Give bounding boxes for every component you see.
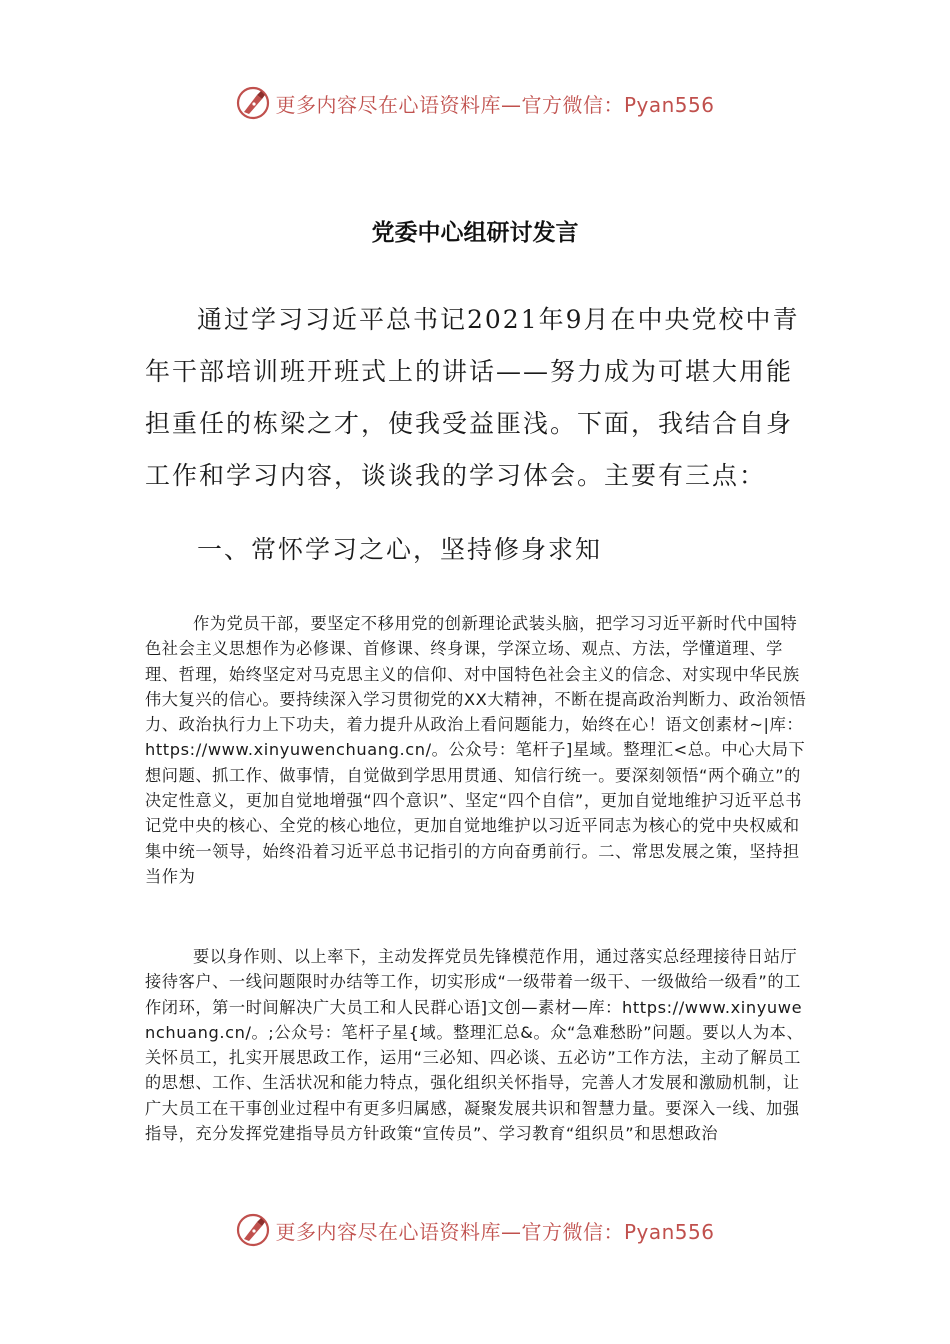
body-paragraph-2: 要以身作则、以上率下，主动发挥党员先锋模范作用，通过落实总经理接待日站厅接待客户、一线问题限时办结等工作，切实形成“一级带着一级干、一级做给一级看”的工作闭环，第一时间解决广大员工和人民群心语]文创—素材—库：https://www.xinyuwenchuang.cn/。;公众号：笔杆子星{域。整理汇总&。众“急难愁盼”问题。要以人为本、关怀员工，扎实开展思政工作，运用“三必知、四必谈、五必访”工作方法，主动了解员工的思想、工作、生活状况和能力特点，强化组织关怀指导，完善人才发展和激励机制，让广大员工在干事创业过程中有更多归属感，凝聚发展共识和智慧力量。要深入一线、加强指导，充分发挥党建指导员方针政策“宣传员”、学习教育“组织员”和思想政治 [145, 947, 804, 1144]
body-paragraph-1: 作为党员干部，要坚定不移用党的创新理论武装头脑，把学习习近平新时代中国特色社会主义思想作为必修课、首修课、终身课，学深立场、观点、方法，学懂道理、学理、哲理，始终坚定对马克思主义的信仰、对中国特色社会主义的信念、对实现中华民族伟大复兴的信心。要持续深入学习贯彻党的XX大精神，不断在提高政治判断力、政治领悟力、政治执行力上下功夫，着力提升从政治上看问题能力，始终在心！语文创素材~|库：https://www.xinyuwenchuang.cn/。公众号：笔杆子]星域。整理汇<总。中心大局下想问题、抓工作、做事情，自觉做到学思用贯通、知信行统一。要深刻领悟“两个确立”的决定性意义，更加自觉地增强“四个意识”、坚定“四个自信”，更加自觉地维护习近平总书记党中央的核心、全党的核心地位，更加自觉地维护以习近平同志为核心的党中央权威和集中统一领导，始终沿着习近平总书记指引的方向奋勇前行。二、常思发展之策，坚持担当作为 [145, 614, 807, 886]
pen-nib-logo-icon [235, 1212, 271, 1248]
header-banner-text: 更多内容尽在心语资料库—官方微信：Pyan556 [275, 92, 715, 117]
header-banner [0, 83, 950, 123]
pen-nib-logo-icon [235, 85, 271, 121]
section-heading-1: 一、常怀学习之心，坚持修身求知 [197, 535, 603, 564]
footer-banner [0, 1210, 950, 1250]
footer-banner-text: 更多内容尽在心语资料库—官方微信：Pyan556 [275, 1219, 715, 1244]
intro-paragraph: 通过学习习近平总书记2021年9月在中央党校中青年干部培训班开班式上的讲话——努力成为可堪大用能担重任的栋梁之才，使我受益匪浅。下面，我结合自身工作和学习内容，谈谈我的学习体会。主要有三点： [145, 305, 800, 490]
document-title: 党委中心组研讨发言 [371, 220, 579, 246]
